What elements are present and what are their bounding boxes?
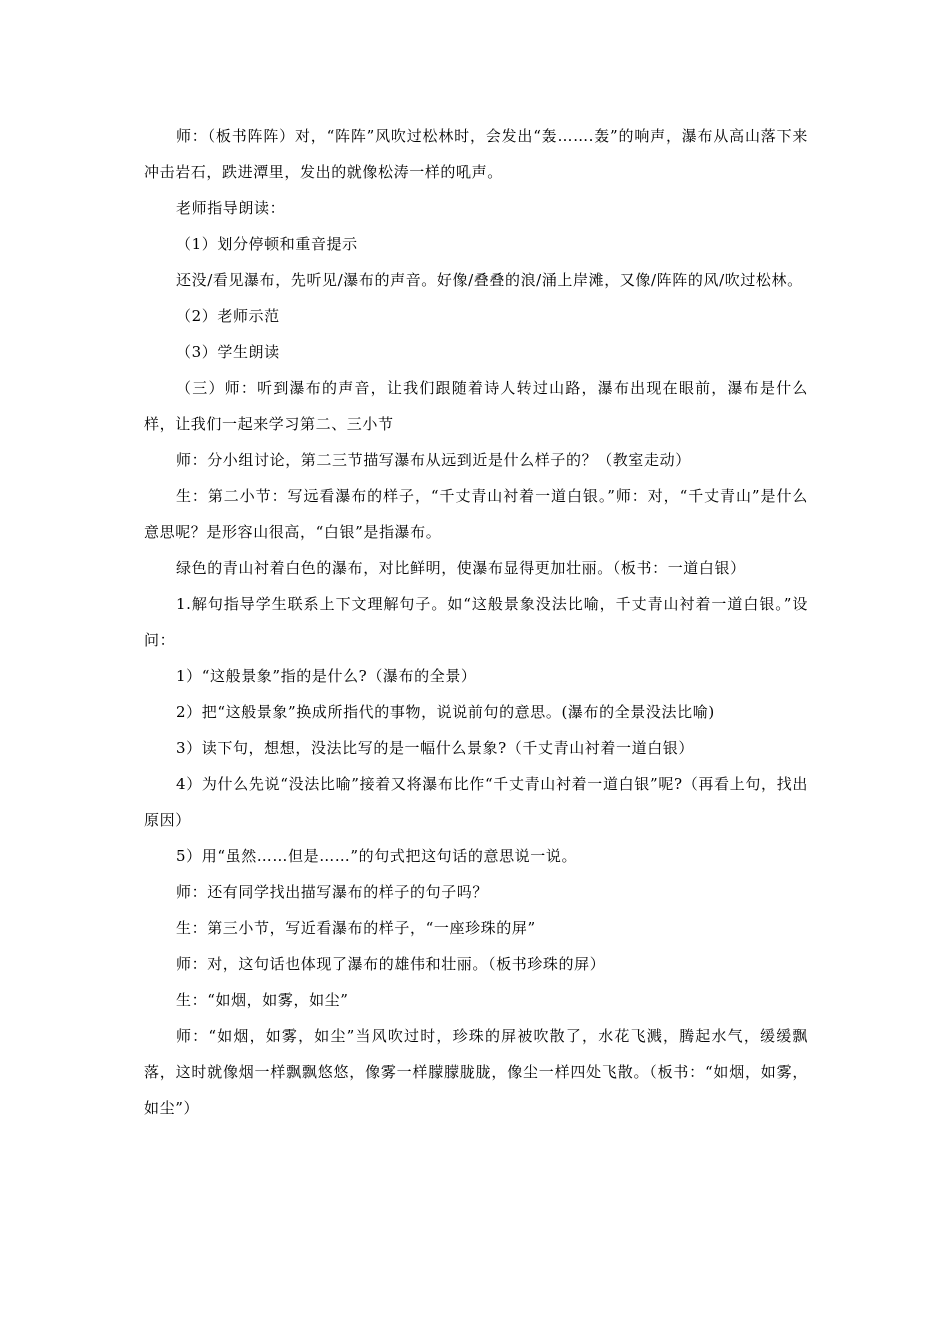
paragraph: 师：（板书阵阵）对，“阵阵”风吹过松林时，会发出“轰…….轰”的响声，瀑布从高山落下来冲击岩石，跌进潭里，发出的就像松涛一样的吼声。 <box>144 127 808 181</box>
paragraph: （1）划分停顿和重音提示 <box>176 235 358 253</box>
document-body <box>144 118 808 1126</box>
paragraph: 生：第三小节，写近看瀑布的样子，“一座珍珠的屏” <box>176 919 536 937</box>
paragraph: 3）读下句，想想，没法比写的是一幅什么景象?（千丈青山衬着一道白银） <box>176 739 694 757</box>
paragraph: 老师指导朗读： <box>176 199 286 217</box>
paragraph: 生：第二小节：写远看瀑布的样子，“千丈青山衬着一道白银。”师：对，“千丈青山”是什么意思呢？是形容山很高，“白银”是指瀑布。 <box>144 487 808 541</box>
paragraph: 师：还有同学找出描写瀑布的样子的句子吗？ <box>176 883 489 901</box>
paragraph: 2）把“这般景象”换成所指代的事物，说说前句的意思。(瀑布的全景没法比喻) <box>176 703 715 721</box>
paragraph: 5）用“虽然……但是……”的句式把这句话的意思说一说。 <box>176 847 578 865</box>
paragraph: （3）学生朗读 <box>176 343 280 361</box>
paragraph: （2）老师示范 <box>176 307 280 325</box>
paragraph: 1）“这般景象”指的是什么?（瀑布的全景） <box>176 667 477 685</box>
paragraph: 师：“如烟，如雾，如尘”当风吹过时，珍珠的屏被吹散了，水花飞溅，腾起水气，缓缓飘落，这时就像烟一样飘飘悠悠，像雾一样朦朦胧胧，像尘一样四处飞散。（板书：“如烟，如雾，如尘”） <box>144 1027 808 1117</box>
paragraph: 生：“如烟，如雾，如尘” <box>176 991 349 1009</box>
paragraph: 师：对，这句话也体现了瀑布的雄伟和壮丽。（板书珍珠的屏） <box>176 955 606 973</box>
paragraph: 师：分小组讨论，第二三节描写瀑布从远到近是什么样子的？（教室走动） <box>176 451 691 469</box>
paragraph: （三）师：听到瀑布的声音，让我们跟随着诗人转过山路，瀑布出现在眼前，瀑布是什么样，让我们一起来学习第二、三小节 <box>144 379 808 433</box>
paragraph: 还没/看见瀑布，先听见/瀑布的声音。好像/叠叠的浪/涌上岸滩，又像/阵阵的风/吹过松林。 <box>176 271 803 289</box>
paragraph: 4）为什么先说“没法比喻”接着又将瀑布比作“千丈青山衬着一道白银”呢?（再看上句，找出原因） <box>144 775 808 829</box>
paragraph: 绿色的青山衬着白色的瀑布，对比鲜明，使瀑布显得更加壮丽。（板书：一道白银） <box>176 559 746 577</box>
paragraph: 1.解句指导学生联系上下文理解句子。如“这般景象没法比喻，千丈青山衬着一道白银。”设问： <box>144 595 808 649</box>
